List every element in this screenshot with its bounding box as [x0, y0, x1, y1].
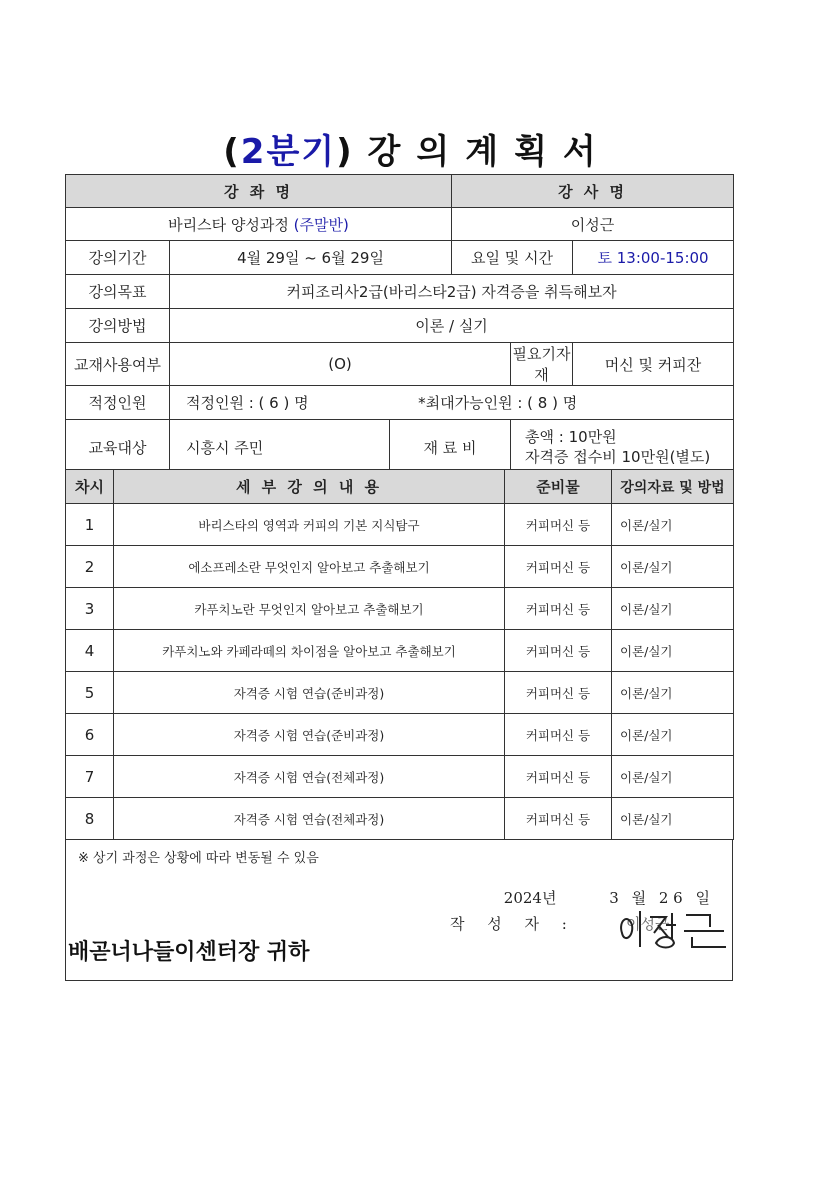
day-time-value: 토 13:00-15:00 [573, 241, 734, 275]
fee-cert: 자격증 접수비 10만원(별도) [525, 448, 711, 466]
session-prep: 커피머신 등 [505, 798, 612, 840]
session-no: 7 [66, 756, 114, 798]
session-method: 이론/실기 [612, 672, 734, 714]
change-notice: ※ 상기 과정은 상황에 따라 변동될 수 있음 [78, 851, 319, 866]
session-prep: 커피머신 등 [505, 630, 612, 672]
session-prep: 커피머신 등 [505, 504, 612, 546]
table-row [66, 546, 734, 588]
session-content: 카푸치노란 무엇인지 알아보고 추출해보기 [114, 588, 505, 630]
session-content: 자격증 시험 연습(전체과정) [114, 798, 505, 840]
session-content: 카푸치노와 카페라떼의 차이점을 알아보고 추출해보기 [114, 630, 505, 672]
session-no: 5 [66, 672, 114, 714]
session-prep: 커피머신 등 [505, 756, 612, 798]
session-method: 이론/실기 [612, 504, 734, 546]
max-capacity-text: *최대가능인원 : ( 8 ) 명 [418, 394, 578, 412]
session-content: 자격증 시험 연습(준비과정) [114, 672, 505, 714]
session-content: 자격증 시험 연습(전체과정) [114, 756, 505, 798]
course-name-cell [66, 208, 452, 241]
day-time-label: 요일 및 시간 [452, 241, 573, 275]
fee-cell [511, 420, 734, 475]
fee-label: 재 료 비 [390, 420, 511, 475]
table-row [66, 756, 734, 798]
period-label: 강의기간 [66, 241, 170, 275]
method-header: 강의자료 및 방법 [612, 470, 734, 504]
table-row [66, 588, 734, 630]
writer-label: 작 성 자 : [450, 915, 576, 933]
title-quarter: 2분기 [240, 132, 337, 172]
session-method: 이론/실기 [612, 714, 734, 756]
instructor-name: 이성근 [452, 208, 734, 241]
session-content: 에소프레소란 무엇인지 알아보고 추출해보기 [114, 546, 505, 588]
session-method: 이론/실기 [612, 756, 734, 798]
course-name-header: 강 좌 명 [66, 175, 452, 208]
materials-label: 필요기자재 [511, 343, 573, 386]
session-method: 이론/실기 [612, 630, 734, 672]
capacity-cell [170, 386, 734, 420]
session-no: 2 [66, 546, 114, 588]
session-no: 4 [66, 630, 114, 672]
schedule-body [66, 504, 734, 840]
fee-total: 총액 : 10만원 [525, 428, 617, 446]
date-day-unit: 일 [695, 889, 710, 907]
session-method: 이론/실기 [612, 798, 734, 840]
title-main: 강의계획서 [367, 132, 612, 172]
date-day: 2 6 [658, 889, 683, 907]
page-title [0, 124, 835, 173]
content-header: 세 부 강 의 내 용 [114, 470, 505, 504]
session-no: 3 [66, 588, 114, 630]
course-info-table [65, 174, 734, 475]
session-no: 8 [66, 798, 114, 840]
signature-image [614, 903, 734, 953]
schedule-table [65, 469, 734, 840]
session-prep: 커피머신 등 [505, 546, 612, 588]
goal-label: 강의목표 [66, 275, 170, 309]
session-prep: 커피머신 등 [505, 672, 612, 714]
session-prep: 커피머신 등 [505, 588, 612, 630]
session-content: 자격증 시험 연습(준비과정) [114, 714, 505, 756]
course-tag: (주말반) [293, 215, 349, 234]
session-content: 바리스타의 영역과 커피의 기본 지식탐구 [114, 504, 505, 546]
date-month-unit: 월 [631, 889, 647, 907]
table-row [66, 798, 734, 840]
table-row [66, 672, 734, 714]
goal-value: 커피조리사2급(바리스타2급) 자격증을 취득해보자 [170, 275, 734, 309]
textbook-label: 교재사용여부 [66, 343, 170, 386]
session-header: 차시 [66, 470, 114, 504]
period-value: 4월 29일 ~ 6월 29일 [170, 241, 452, 275]
date-month: 3 [609, 889, 619, 907]
target-label: 교육대상 [66, 420, 170, 475]
title-paren-open: ( [223, 132, 241, 172]
session-method: 이론/실기 [612, 588, 734, 630]
table-row [66, 630, 734, 672]
title-paren-close: ) [336, 132, 354, 172]
footer-box [65, 839, 733, 981]
method-label: 강의방법 [66, 309, 170, 343]
session-method: 이론/실기 [612, 546, 734, 588]
instructor-header: 강 사 명 [452, 175, 734, 208]
session-no: 1 [66, 504, 114, 546]
textbook-value: (O) [170, 343, 511, 386]
addressee: 배곧너나들이센터장 귀하 [68, 940, 310, 965]
method-value: 이론 / 실기 [170, 309, 734, 343]
capacity-text: 적정인원 : ( 6 ) 명 [186, 394, 309, 412]
capacity-label: 적정인원 [66, 386, 170, 420]
writer-name: 이성근 [626, 915, 670, 933]
date-year: 2024년 [503, 889, 557, 907]
session-no: 6 [66, 714, 114, 756]
materials-value: 머신 및 커피잔 [573, 343, 734, 386]
target-value: 시흥시 주민 [170, 420, 390, 475]
session-prep: 커피머신 등 [505, 714, 612, 756]
course-name: 바리스타 양성과정 [168, 215, 289, 234]
table-row [66, 504, 734, 546]
table-row [66, 714, 734, 756]
prep-header: 준비물 [505, 470, 612, 504]
